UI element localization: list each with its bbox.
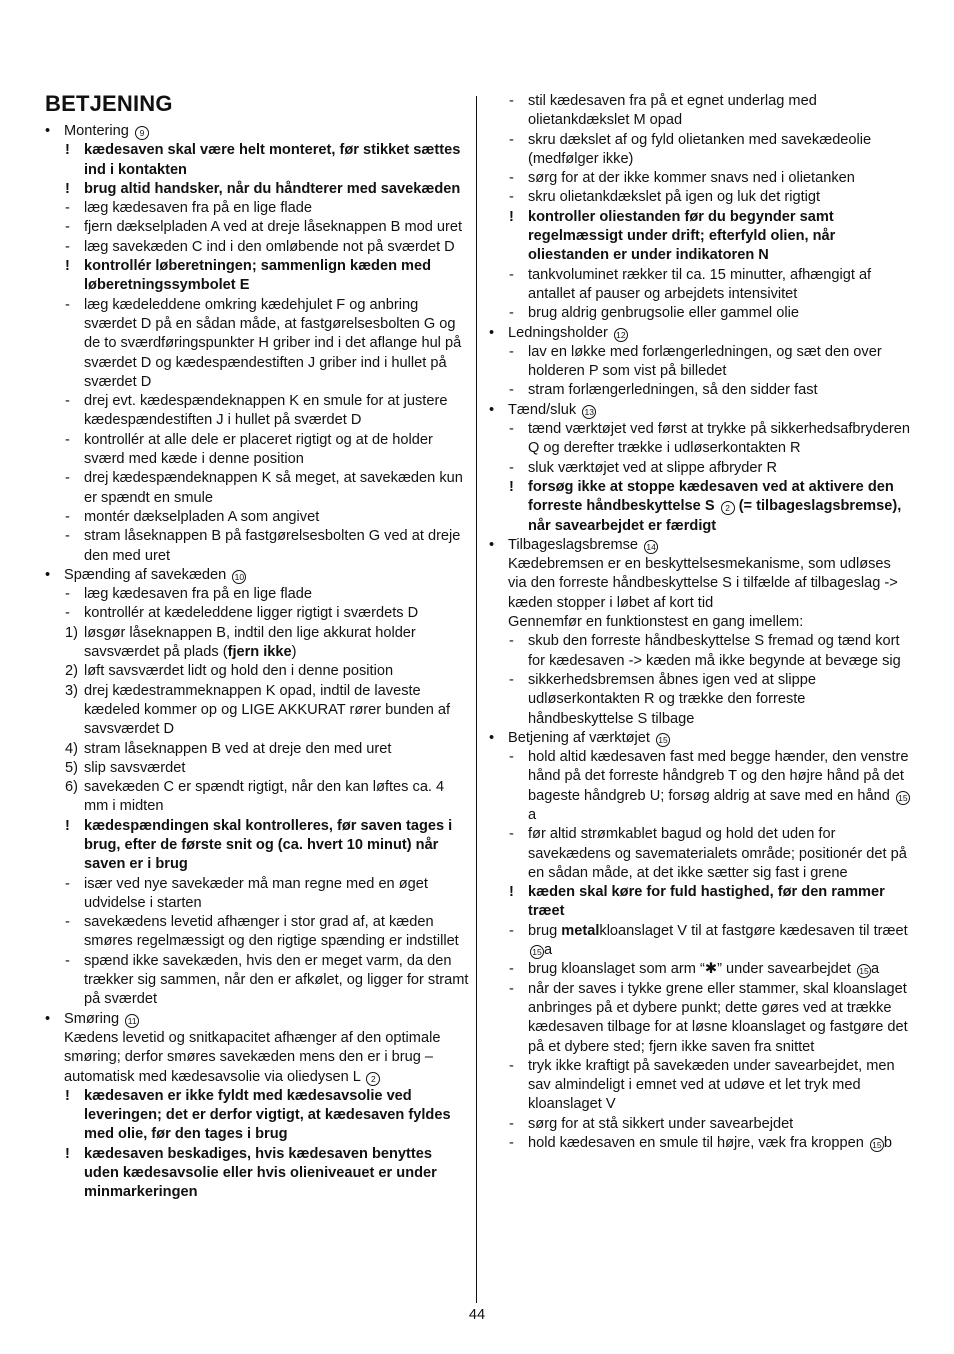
list-item <box>45 759 470 778</box>
item-text: Montering <box>64 123 129 139</box>
list-item <box>45 778 470 817</box>
column-divider <box>476 96 477 1303</box>
item-text: brug altid handsker, når du håndterer med savekæden <box>84 180 461 197</box>
list-marker: ! <box>65 1087 70 1104</box>
item-text: når der saves i tykke grene eller stammer, skal kloanslaget anbringes på et dybere punkt; dette gøres ved at trække kædesaven tilbage for at løsne kloanslaget og fastgøre det på et dybere sted; fjern ikke saven fra snittet <box>528 980 908 1055</box>
list-marker: - <box>509 749 514 766</box>
list-item <box>45 662 470 681</box>
list-marker: - <box>65 952 70 969</box>
list-item <box>45 527 470 566</box>
list-item <box>489 1134 911 1153</box>
list-item <box>45 740 470 759</box>
paragraph <box>489 613 911 632</box>
item-text: kontrollér at kædeleddene ligger rigtigt i sværdets D <box>84 605 419 622</box>
list-marker: 5) <box>65 759 78 776</box>
item-text: sluk værktøjet ved at slippe afbryder R <box>528 459 777 476</box>
warning-item <box>45 141 470 180</box>
list-marker: • <box>489 324 495 341</box>
item-text: Gennemfør en funktionstest en gang imellem: <box>508 614 804 631</box>
figure-reference: 10 <box>232 570 246 584</box>
item-text: stram låseknappen B på fastgørelsesbolten G ved at dreje den med uret <box>84 528 461 564</box>
list-marker: 2) <box>65 663 78 680</box>
item-text: læg kædesaven fra på en lige flade <box>84 200 312 217</box>
list-marker: - <box>509 305 514 322</box>
bold-text: ✱ <box>704 961 718 978</box>
list-marker: - <box>509 189 514 206</box>
paragraph <box>45 1029 470 1087</box>
list-marker: - <box>65 875 70 892</box>
list-item <box>489 304 911 323</box>
list-item <box>45 218 470 237</box>
list-heading <box>45 122 470 141</box>
list-marker: - <box>509 1057 514 1074</box>
list-marker: - <box>65 200 70 217</box>
list-marker: - <box>65 508 70 525</box>
item-text: sikkerhedsbremsen åbnes igen ved at slippe udløserkontakten R og trække den forreste håndbeskyttelse S tilbage <box>528 671 816 727</box>
list-marker: • <box>489 536 495 553</box>
list-item <box>489 632 911 671</box>
warning-item <box>489 478 911 536</box>
list-heading <box>489 324 911 343</box>
figure-reference: 15 <box>896 791 910 805</box>
list-heading <box>489 401 911 420</box>
list-item <box>45 199 470 218</box>
list-marker: ! <box>509 208 514 225</box>
item-text: brug aldrig genbrugsolie eller gammel olie <box>528 305 799 322</box>
list-marker: • <box>45 566 51 583</box>
item-text: kontrollér løberetningen; sammenlign kæden med løberetningssymbolet E <box>84 258 432 294</box>
item-text: tryk ikke kraftigt på savekæden under savearbejdet, men sav almindeligt i emnet ved at udøve et let tryk med kloanslaget V <box>528 1057 895 1113</box>
page-number: 44 <box>468 1307 486 1323</box>
item-text: læg kædeleddene omkring kædehjulet F og anbring sværdet D på en sådan måde, at fastgørelsesbolten G og de to sværdføringspunkter H griber ind i det aflange hul på sværdet D og kædespændestiften J griber ind i hullet på sværdet D <box>84 296 462 390</box>
list-item <box>489 748 911 825</box>
item-text: stram forlængerledningen, så den sidder fast <box>528 382 818 399</box>
list-marker: - <box>65 586 70 603</box>
item-text: drej kædestrammeknappen K opad, indtil de laveste kædeled kommer op og LIGE AKKURAT rører bunden af savsværdet D <box>84 682 451 738</box>
list-marker: - <box>65 296 70 313</box>
item-text: sørg for at der ikke kommer snavs ned i olietanken <box>528 170 855 187</box>
list-marker: - <box>65 238 70 255</box>
figure-reference: 11 <box>125 1014 139 1028</box>
list-item <box>489 1057 911 1115</box>
list-item <box>45 431 470 470</box>
item-text: kontrollér at alle dele er placeret rigtigt og at de holder sværd med kæde i denne position <box>84 431 433 468</box>
item-text: stil kædesaven fra på et egnet underlag med olietankdækslet M opad <box>528 93 817 129</box>
list-item <box>45 585 470 604</box>
warning-item <box>45 1145 470 1203</box>
list-item <box>45 604 470 623</box>
warning-item <box>489 883 911 922</box>
figure-reference: 12 <box>614 328 628 342</box>
list-marker: - <box>509 633 514 650</box>
list-marker: ! <box>65 258 70 275</box>
list-marker: - <box>65 470 70 487</box>
list-item <box>45 508 470 527</box>
item-text: læg kædesaven fra på en lige flade <box>84 586 312 603</box>
list-item <box>45 913 470 952</box>
list-marker: ! <box>65 180 70 197</box>
item-text: skru dækslet af og fyld olietanken med savekædeolie (medfølger ikke) <box>528 131 872 167</box>
item-text: spænd ikke savekæden, hvis den er meget varm, da den trækker sig sammen, når den er afkølet, og ligger for stramt på sværdet <box>84 952 469 1008</box>
item-text: kædesaven beskadiges, hvis kædesaven benyttes uden kædesavsolie eller hvis olieniveauet er under minmarkeringen <box>84 1145 437 1201</box>
list-item <box>489 1115 911 1134</box>
list-heading <box>489 729 911 748</box>
list-marker: - <box>509 1135 514 1152</box>
list-marker: - <box>65 605 70 622</box>
list-marker: • <box>489 729 495 746</box>
warning-item <box>45 817 470 875</box>
list-marker: 4) <box>65 740 78 757</box>
figure-reference: 15 <box>656 733 670 747</box>
list-marker: • <box>45 1010 51 1027</box>
list-item <box>45 952 470 1010</box>
item-text: fjern dækselpladen A ved at dreje låseknappen B mod uret <box>84 219 463 236</box>
list-item <box>489 825 911 883</box>
item-text: hold kædesaven en smule til højre, væk fra kroppen <box>528 1135 864 1152</box>
item-text: a <box>528 806 537 823</box>
list-marker: - <box>509 421 514 438</box>
item-text: løsgør låseknappen B, indtil den lige akkurat holder savsværdet på plads ( <box>84 624 416 661</box>
list-marker: - <box>509 382 514 399</box>
item-text: Smøring <box>64 1010 120 1027</box>
list-item <box>489 343 911 382</box>
list-marker: ! <box>509 478 514 495</box>
list-item <box>489 169 911 188</box>
item-text: kæden skal køre for fuld hastighed, før den rammer træet <box>528 884 885 920</box>
list-marker: - <box>65 431 70 448</box>
figure-reference: 13 <box>582 405 596 419</box>
item-text: drej kædespændeknappen K så meget, at savekæden kun er spændt en smule <box>84 470 463 506</box>
item-text: Tænd/sluk <box>508 401 577 418</box>
warning-item <box>45 1087 470 1145</box>
item-text: Kædebremsen er en beskyttelsesmekanisme, som udløses via den forreste håndbeskyttelse S i tilfælde af tilbageslag -> kæden stopper i løbet af kort tid <box>508 556 898 611</box>
list-marker: - <box>509 980 514 997</box>
list-item <box>45 624 470 663</box>
list-marker: - <box>509 170 514 187</box>
list-marker: • <box>489 401 495 418</box>
item-text: hold altid kædesaven fast med begge hænder, den venstre hånd på det forreste håndgreb T og den højre hånd på det bageste håndgreb U; forsøg aldrig at save med en hånd <box>528 749 909 804</box>
item-text: Kædens levetid og snitkapacitet afhænger af den optimale smøring; derfor smøres savekæden mens den er i brug – automatisk med kædesavsolie via oliedysen L <box>64 1029 441 1085</box>
item-text: skub den forreste håndbeskyttelse S fremad og tænd kort for kædesaven -> kæden må ikke begynde at bevæge sig <box>528 633 901 669</box>
item-text: a <box>870 961 880 978</box>
item-text: kontroller oliestanden før du begynder samt regelmæssigt under drift; efterfyld olien, når oliestanden er under indikatoren N <box>528 208 836 264</box>
item-text: skru olietankdækslet på igen og luk det rigtigt <box>528 189 821 206</box>
warning-item <box>489 208 911 266</box>
item-text: lav en løkke med forlængerledningen, og sæt den over holderen P som vist på billedet <box>528 343 882 380</box>
list-marker: - <box>509 961 514 978</box>
list-heading <box>489 536 911 555</box>
list-marker: ! <box>65 1145 70 1162</box>
item-text: kloanslaget V til at fastgøre kædesaven til træet <box>599 922 908 939</box>
bold-text: fjern ikke <box>227 644 292 661</box>
figure-reference: 15 <box>857 964 871 978</box>
list-marker: • <box>45 123 51 139</box>
item-text: Tilbageslagsbremse <box>508 536 639 553</box>
item-text: brug <box>528 922 562 939</box>
figure-reference: 9 <box>135 126 149 140</box>
item-text: ” under savearbejdet <box>717 961 851 978</box>
item-text: drej evt. kædespændeknappen K en smule for at justere kædespændestiften J i hullet på sværdet D <box>84 393 448 429</box>
list-marker: ! <box>65 142 70 159</box>
list-marker: - <box>509 131 514 148</box>
paragraph <box>489 555 911 613</box>
list-marker: - <box>509 826 514 843</box>
right-column <box>489 92 911 1153</box>
list-item <box>489 980 911 1057</box>
list-marker: - <box>509 459 514 476</box>
list-item <box>489 459 911 478</box>
item-text: slip savsværdet <box>84 759 186 776</box>
item-text: løft savsværdet lidt og hold den i denne position <box>84 663 394 680</box>
item-text: kædespændingen skal kontrolleres, før saven tages i brug, efter de første snit og (ca. hvert 10 minut) når saven er i brug <box>84 817 453 873</box>
item-text: sørg for at stå sikkert under savearbejdet <box>528 1115 794 1132</box>
item-text: montér dækselpladen A som angivet <box>84 508 320 525</box>
item-text: Betjening af værktøjet <box>508 729 650 746</box>
list-item <box>489 381 911 400</box>
list-item <box>489 188 911 207</box>
figure-reference: 2 <box>366 1072 380 1086</box>
figure-reference: 2 <box>721 501 735 515</box>
list-item <box>45 469 470 508</box>
section-title: BETJENING <box>45 91 173 116</box>
list-marker: - <box>509 343 514 360</box>
left-column <box>45 122 470 1203</box>
list-heading <box>45 1010 470 1029</box>
list-marker: - <box>65 528 70 545</box>
list-item <box>45 875 470 914</box>
item-text: tankvoluminet rækker til ca. 15 minutter, afhængigt af antallet af pauser og arbejdets intensivitet <box>528 266 872 302</box>
list-item <box>489 420 911 459</box>
item-text: b <box>883 1135 893 1152</box>
list-item <box>489 266 911 305</box>
item-text: Spænding af savekæden <box>64 566 227 583</box>
list-item <box>489 960 911 979</box>
item-text: kædesaven er ikke fyldt med kædesavsolie ved leveringen; det er derfor vigtigt, at kædesaven fyldes med olie, før den tages i brug <box>84 1087 451 1143</box>
list-marker: - <box>509 266 514 283</box>
list-marker: - <box>509 922 514 939</box>
item-text: brug kloanslaget som arm “ <box>528 961 705 978</box>
item-text: savekædens levetid afhænger i stor grad af, at kæden smøres regelmæssigt og den rigtige spænding er indstillet <box>84 914 459 950</box>
list-marker: - <box>509 1115 514 1132</box>
item-text: forsøg ikke at stoppe kædesaven ved at aktivere den forreste håndbeskyttelse S <box>528 478 894 515</box>
item-text: før altid strømkablet bagud og hold det uden for savekædens og savematerialets område; positionér det på en sådan måde, at det ikke sætter sig fast i grene <box>528 826 907 881</box>
list-marker: ! <box>509 884 514 901</box>
list-item <box>45 392 470 431</box>
list-marker: 3) <box>65 682 78 699</box>
list-marker: - <box>65 914 70 931</box>
item-text: Ledningsholder <box>508 324 608 341</box>
item-text: kædesaven skal være helt monteret, før stikket sættes ind i kontakten <box>84 142 461 178</box>
list-marker: - <box>65 219 70 236</box>
item-text: a <box>544 942 553 959</box>
item-text: især ved nye savekæder må man regne med en øget udvidelse i starten <box>84 875 428 911</box>
item-text: (= tilbageslagsbremse), når savearbejdet er færdigt <box>528 498 902 534</box>
warning-item <box>45 257 470 296</box>
list-item <box>489 92 911 131</box>
item-text: tænd værktøjet ved først at trykke på sikkerhedsafbryderen Q og derefter trække i udløserkontakten R <box>528 421 911 457</box>
figure-reference: 15 <box>530 945 544 959</box>
list-item <box>489 131 911 170</box>
warning-item <box>45 180 470 199</box>
figure-reference: 15 <box>870 1138 884 1152</box>
figure-reference: 14 <box>644 540 658 554</box>
list-item <box>45 682 470 740</box>
list-marker: - <box>65 393 70 410</box>
list-item <box>45 238 470 257</box>
item-text: ) <box>291 644 297 661</box>
list-item <box>489 922 911 961</box>
item-text: læg savekæden C ind i den omløbende not på sværdet D <box>84 238 455 255</box>
item-text: savekæden C er spændt rigtigt, når den kan løftes ca. 4 mm i midten <box>84 779 445 815</box>
list-marker: 6) <box>65 779 78 796</box>
item-text: stram låseknappen B ved at dreje den med uret <box>84 740 392 757</box>
list-item <box>489 671 911 729</box>
list-marker: - <box>509 93 514 109</box>
bold-text: metal <box>561 922 600 939</box>
list-marker: - <box>509 671 514 688</box>
list-item <box>45 296 470 392</box>
list-marker: 1) <box>65 624 78 641</box>
list-heading <box>45 566 470 585</box>
list-marker: ! <box>65 817 70 834</box>
